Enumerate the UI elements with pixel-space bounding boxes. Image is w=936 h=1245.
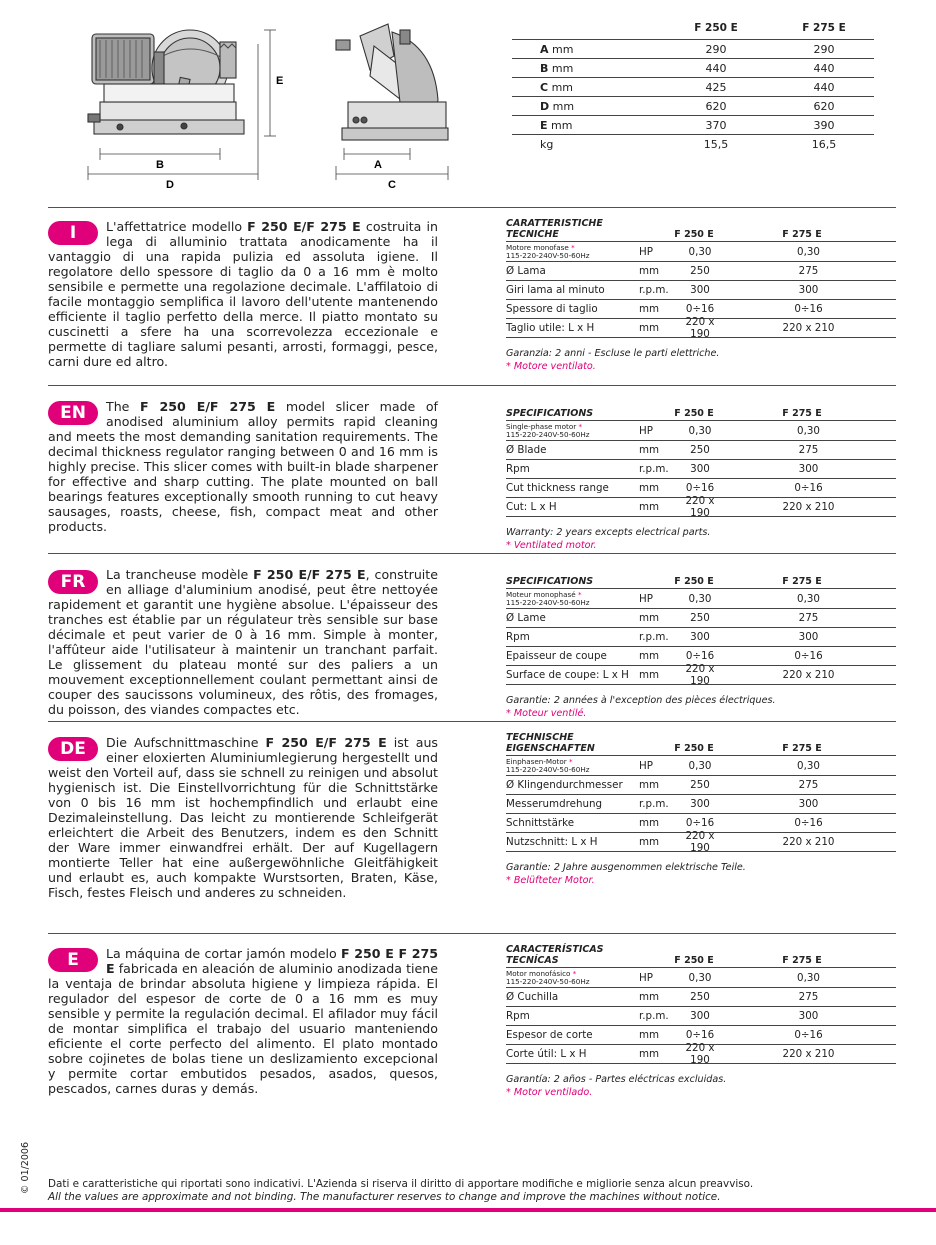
dimension-key: A: [540, 42, 549, 56]
spec-label: Nutzschnitt: L x H: [506, 836, 598, 848]
asterisk-icon: *: [571, 242, 575, 252]
side-view-drawing: [330, 16, 460, 196]
spec-label: Giri lama al minuto: [506, 284, 605, 296]
motor-label: Einphasen-Motor: [506, 756, 567, 766]
spec-unit: mm: [639, 501, 660, 513]
spec-row: [506, 609, 896, 628]
description-text-after: , construite en alliage d'aluminium anodisé, peut être nettoyée rapidement et garantit une hygiène absolue. L'épaisseur des tranches est établie par un régulateur très sensible sur base décimale et peut varier de 0 à 16 mm. Simple à monter, l'affûteur aide l'utilisateur à maintenir un tranchant parfait. Le glissement du plateau monté sur des paliers a un mouvement exceptionnellement coulant permettant ainsi de couper des saucissons volumineux, des rôtis, des fromages, du poisson, des viandes compactes etc.: [48, 567, 438, 717]
spec-value: 275: [798, 444, 819, 456]
spec-unit: mm: [639, 303, 660, 315]
motor-voltage: 115-220-240V-50-60Hz: [506, 764, 590, 774]
spec-row: [506, 776, 896, 795]
dimensions-col-f275: F 275 E: [802, 22, 846, 34]
spec-label: Ø Blade: [506, 444, 547, 456]
spec-col-f275: F 275 E: [782, 576, 822, 587]
dimensions-row: [512, 78, 874, 97]
dimension-key: D: [540, 99, 550, 113]
dimension-label-d: D: [166, 179, 174, 191]
spec-row: [506, 460, 896, 479]
dimension-value: 370: [705, 118, 727, 132]
dimension-label-e: E: [276, 75, 284, 87]
specifications-table: [506, 734, 896, 887]
spec-row: [506, 495, 896, 519]
spec-header: [506, 220, 896, 242]
spec-unit: HP: [639, 592, 653, 605]
motor-note: * Motore ventilato.: [506, 361, 596, 372]
dimension-value: 425: [705, 80, 727, 94]
spec-value: 220 x 190: [685, 1042, 715, 1066]
spec-row: [506, 663, 896, 687]
spec-col-f250: F 250 E: [674, 229, 714, 240]
footer-line-english: All the values are approximate and not binding. The manufacturer reserves to change and improve the machines without notice.: [48, 1191, 721, 1203]
dimensions-row: [512, 40, 874, 59]
spec-unit: mm: [639, 991, 660, 1003]
asterisk-icon: *: [577, 589, 582, 599]
bottom-accent-bar: [0, 1208, 936, 1212]
spec-label: Ø Lama: [506, 265, 546, 277]
dimensions-row: [512, 97, 874, 116]
spec-value: 0÷16: [794, 1029, 823, 1041]
motor-note: * Moteur ventilé.: [506, 708, 587, 719]
dimension-value: 440: [813, 61, 835, 75]
description-text-after: model slicer made of anodised aluminium alloy permits rapid cleaning and meets the most demanding sanitation requirements. The decimal thickness regulator ranging between 0 and 16 mm is highly precise. This slicer comes with built-in blade sharpener for effective and sharp cutting. The plate mounted on ball bearings features exceptionally smooth running to cut heavy sausages, roasts, cheese, fish, compact meat and other products.: [48, 399, 438, 534]
motor-note: * Ventilated motor.: [506, 540, 597, 551]
dimensions-row: [512, 116, 874, 135]
spec-unit: mm: [639, 322, 660, 334]
spec-label: Ø Cuchilla: [506, 991, 559, 1003]
spec-title-line-1: CARATTERISTICHE: [506, 218, 603, 229]
section-divider: [48, 721, 896, 722]
dimension-value: 16,5: [811, 138, 837, 151]
specifications-table: [506, 946, 896, 1099]
section-divider: [48, 207, 896, 208]
spec-col-f250: F 250 E: [674, 743, 714, 754]
dimension-label-c: C: [388, 179, 396, 191]
dimension-value: 15,5: [703, 138, 729, 151]
dimension-label-a: A: [374, 159, 382, 171]
spec-unit: HP: [639, 424, 653, 437]
spec-value: 0,30: [688, 759, 712, 772]
spec-row: [506, 441, 896, 460]
spec-col-f275: F 275 E: [782, 408, 822, 419]
spec-value: 220 x 190: [685, 495, 715, 519]
motor-voltage: 115-220-240V-50-60Hz: [506, 429, 590, 439]
dimension-value: 620: [813, 99, 835, 113]
dimensions-row: [512, 59, 874, 78]
spec-header: [506, 734, 896, 756]
motor-label: Single-phase motor: [506, 421, 577, 431]
dimension-value: 390: [813, 118, 835, 132]
spec-unit: mm: [639, 1048, 660, 1060]
spec-row-motor: [506, 756, 896, 776]
spec-col-f250: F 250 E: [674, 955, 714, 966]
spec-row: [506, 1042, 896, 1066]
spec-col-f275: F 275 E: [782, 955, 822, 966]
warranty-note: Garanzia: 2 anni - Escluse le parti elettriche.: [506, 348, 720, 359]
spec-value: 275: [798, 779, 819, 791]
spec-row: [506, 795, 896, 814]
description-text-before: L'affettatrice modello: [106, 219, 248, 234]
language-badge: FR: [48, 570, 98, 594]
spec-unit: mm: [639, 817, 660, 829]
spec-value: 300: [690, 284, 710, 296]
description-text-before: La máquina de cortar jamón modelo: [106, 946, 341, 961]
dimension-value: 440: [705, 61, 727, 75]
spec-value: 0÷16: [794, 482, 823, 494]
spec-unit: r.p.m.: [639, 631, 669, 643]
spec-note: [506, 1073, 896, 1099]
dimension-unit: mm: [552, 42, 574, 56]
warranty-note: Garantie: 2 années à l'exception des pièces électriques.: [506, 695, 776, 706]
spec-value: 0,30: [797, 592, 820, 605]
spec-title-line-2: SPECIFICATIONS: [506, 576, 594, 587]
dimension-label-b: B: [156, 159, 164, 171]
spec-unit: HP: [639, 759, 653, 772]
description-text-after: ist aus einer eloxierten Aluminiumlegierung hergestellt und weist den Vorteil auf, dass sie schnell zu reinigen und absolut hygienisch ist. Die Einstellvorrichtung für die Schnittstärke von 0 bis 16 mm ist hochempfindlich und erlaubt eine Dezimaleinstellung. Das leicht zu montierende Schleifgerät erleichtert die Arbeit des Benutzers, indem es den Schnitt der Ware immer einwandfrei erhält. Der auf Kugellagern montierte Teller hat eine außergewöhnliche Gleitfähigkeit und erlaubt es, auch kompakte Wurstsorten, Braten, Käse, Fisch, festes Fleisch und anderes zu schneiden.: [48, 735, 438, 900]
spec-value: 0÷16: [794, 817, 823, 829]
spec-value: 300: [798, 631, 819, 643]
dimension-key: E: [540, 118, 548, 132]
dimension-unit: mm: [551, 118, 573, 132]
spec-row: [506, 830, 896, 854]
dimension-unit: kg: [540, 138, 554, 151]
motor-label: Motore monofase: [506, 242, 569, 252]
motor-voltage: 115-220-240V-50-60Hz: [506, 250, 590, 260]
spec-value: 0,30: [797, 759, 820, 772]
footer-line-italian: Dati e caratteristiche qui riportati sono indicativi. L'Azienda si riserva il diritto di apportare modifiche e migliorie senza alcun preavviso.: [48, 1178, 754, 1190]
warranty-note: Garantía: 2 años - Partes eléctricas excluidas.: [506, 1074, 727, 1085]
spec-title-line-1: CARACTERÍSTICAS: [506, 944, 604, 955]
spec-header: [506, 946, 896, 968]
section-divider: [48, 553, 896, 554]
dimensions-header: [512, 22, 874, 40]
spec-label: Corte útil: L x H: [506, 1048, 587, 1060]
spec-col-f250: F 250 E: [674, 408, 714, 419]
spec-unit: r.p.m.: [639, 284, 669, 296]
spec-value: 300: [798, 798, 819, 810]
spec-label: Espesor de corte: [506, 1029, 593, 1041]
spec-value: 0÷16: [685, 303, 715, 315]
section-divider: [48, 933, 896, 934]
spec-value: 0÷16: [685, 482, 715, 494]
spec-value: 220 x 210: [782, 1048, 835, 1060]
spec-unit: r.p.m.: [639, 463, 669, 475]
warranty-note: Garantie: 2 Jahre ausgenommen elektrische Teile.: [506, 862, 746, 873]
model-name: F 250 E/F 275 E: [139, 399, 276, 414]
spec-value: 250: [690, 612, 710, 624]
spec-unit: r.p.m.: [639, 1010, 669, 1022]
spec-title-line-2: TECNÍCAS: [506, 955, 559, 966]
specifications-table: [506, 567, 896, 720]
model-name: F 250 E/F 275 E: [253, 567, 366, 582]
spec-value: 300: [798, 284, 819, 296]
spec-value: 220 x 190: [685, 316, 715, 340]
spec-title-line-2: SPECIFICATIONS: [506, 408, 594, 419]
model-name: F 250 E F 275 E: [106, 946, 438, 976]
spec-label: Epaisseur de coupe: [506, 650, 607, 662]
spec-value: 0,30: [688, 245, 712, 258]
dimension-value: 290: [813, 42, 835, 56]
spec-label: Ø Klingendurchmesser: [506, 779, 623, 791]
spec-note: [506, 861, 896, 887]
spec-note: [506, 694, 896, 720]
spec-value: 275: [798, 265, 819, 277]
spec-title-line-2: EIGENSCHAFTEN: [506, 743, 595, 754]
spec-value: 250: [690, 779, 710, 791]
spec-value: 0÷16: [685, 1029, 715, 1041]
spec-row: [506, 262, 896, 281]
spec-unit: HP: [639, 245, 653, 258]
spec-col-f275: F 275 E: [782, 229, 822, 240]
spec-title-line-1: TECHNISCHE: [506, 732, 574, 743]
spec-unit: mm: [639, 650, 660, 662]
spec-unit: mm: [639, 669, 660, 681]
spec-value: 0÷16: [685, 817, 715, 829]
asterisk-icon: *: [569, 756, 573, 766]
motor-note: * Belüfteter Motor.: [506, 875, 595, 886]
spec-title-line-2: TECNICHE: [506, 229, 559, 240]
spec-unit: r.p.m.: [639, 798, 669, 810]
spec-value: 300: [690, 798, 710, 810]
spec-value: 300: [690, 631, 710, 643]
spec-note: [506, 347, 896, 373]
dimensions-row: [512, 135, 874, 154]
spec-value: 300: [798, 463, 819, 475]
spec-label: Ø Lame: [506, 612, 546, 624]
spec-col-f250: F 250 E: [674, 576, 714, 587]
language-badge: DE: [48, 737, 98, 761]
spec-unit: mm: [639, 612, 660, 624]
dimension-key: B: [540, 61, 549, 75]
spec-label: Rpm: [506, 631, 530, 643]
spec-value: 250: [690, 991, 710, 1003]
spec-note: [506, 526, 896, 552]
spec-row: [506, 1007, 896, 1026]
spec-value: 0,30: [797, 424, 820, 437]
spec-value: 0÷16: [685, 650, 715, 662]
language-badge: E: [48, 948, 98, 972]
spec-value: 220 x 210: [782, 836, 835, 848]
spec-value: 250: [690, 444, 710, 456]
language-badge: I: [48, 221, 98, 245]
spec-unit: mm: [639, 482, 660, 494]
section-description: [48, 567, 438, 717]
model-name: F 250 E/F 275 E: [247, 219, 361, 234]
section-description: [48, 399, 438, 534]
dimension-value: 290: [705, 42, 727, 56]
spec-header: [506, 567, 896, 589]
spec-value: 220 x 210: [782, 669, 835, 681]
spec-row: [506, 316, 896, 340]
spec-row-motor: [506, 242, 896, 262]
warranty-note: Warranty: 2 years excepts electrical parts.: [506, 527, 711, 538]
description-text-after: costruita in lega di alluminio trattata anodicamente ha il vantaggio di una rapida pulizia ed assoluta igiene. Il regolatore dello spessore di taglio da 0 a 16 mm è molto sensibile e permette una regolazione decimale. L'affilatoio di facile montaggio semplifica il lavoro dell'utente mantenendo efficiente il taglio perfetto della merce. Il piatto montato su cuscinetti a sfere ha una scorrevolezza eccezionale e permette di tagliare salumi pesanti, arrosti, formaggi, pesce, carni dure ed altro.: [48, 219, 438, 369]
spec-value: 0,30: [688, 971, 712, 984]
footer-disclaimer: [48, 1178, 753, 1204]
motor-note: * Motor ventilado.: [506, 1087, 593, 1098]
motor-voltage: 115-220-240V-50-60Hz: [506, 976, 590, 986]
dimensions-col-f250: F 250 E: [694, 22, 738, 34]
spec-label: Cut thickness range: [506, 482, 609, 494]
asterisk-icon: *: [578, 421, 583, 431]
spec-unit: mm: [639, 836, 660, 848]
model-name: F 250 E/F 275 E: [265, 735, 387, 750]
spec-value: 0,30: [797, 245, 820, 258]
spec-row-motor: [506, 589, 896, 609]
dimension-unit: mm: [552, 99, 575, 113]
spec-label: Rpm: [506, 1010, 530, 1022]
section-description: [48, 735, 438, 900]
dimension-key: C: [540, 80, 549, 94]
spec-label: Messerumdrehung: [506, 798, 603, 810]
asterisk-icon: *: [572, 968, 577, 978]
spec-value: 0,30: [688, 424, 712, 437]
dimensions-table: [512, 22, 874, 154]
spec-unit: HP: [639, 971, 653, 984]
spec-value: 0÷16: [794, 650, 823, 662]
spec-row-motor: [506, 968, 896, 988]
copyright: © 01/2006: [20, 1142, 31, 1194]
specifications-table: [506, 399, 896, 552]
description-text-before: The: [106, 399, 140, 414]
motor-voltage: 115-220-240V-50-60Hz: [506, 597, 590, 607]
spec-value: 0,30: [688, 592, 712, 605]
spec-label: Schnittstärke: [506, 817, 575, 829]
language-badge: EN: [48, 401, 98, 425]
section-description: [48, 946, 438, 1096]
spec-col-f275: F 275 E: [782, 743, 822, 754]
spec-value: 0÷16: [794, 303, 823, 315]
spec-unit: mm: [639, 444, 660, 456]
spec-header: [506, 399, 896, 421]
spec-unit: mm: [639, 779, 660, 791]
motor-label: Moteur monophasé: [506, 589, 576, 599]
spec-label: Rpm: [506, 463, 530, 475]
spec-row: [506, 628, 896, 647]
spec-label: Surface de coupe: L x H: [506, 669, 629, 681]
spec-value: 220 x 210: [782, 322, 835, 334]
spec-value: 220 x 190: [685, 830, 715, 854]
spec-value: 0,30: [797, 971, 820, 984]
spec-label: Spessore di taglio: [506, 303, 598, 315]
dimension-unit: mm: [551, 80, 574, 94]
spec-value: 275: [798, 991, 819, 1003]
description-text-after: fabricada en aleación de aluminio anodizada tiene la ventaja de brindar absoluta higiene y limpieza rápida. El regulador del espesor de corte de 0 a 16 mm es muy sensible y permite la regulación decimal. El afilador muy fácil de montar simplifica el trabajo del usuario manteniendo eficiente el corte perfecto del alimento. El plato montado sobre cojinetes de bolas tiene un deslizamiento excepcional y permite cortar embutidos pesados, asados, quesos, pescados, carnes duras y demás.: [48, 961, 438, 1096]
spec-label: Taglio utile: L x H: [506, 322, 595, 334]
front-view-drawing: [80, 16, 290, 196]
spec-unit: mm: [639, 1029, 660, 1041]
dimension-value: 620: [705, 99, 727, 113]
dimension-unit: mm: [551, 61, 574, 75]
spec-unit: mm: [639, 265, 660, 277]
spec-value: 250: [690, 265, 710, 277]
spec-value: 300: [690, 463, 710, 475]
spec-row: [506, 281, 896, 300]
spec-value: 300: [690, 1010, 710, 1022]
specifications-table: [506, 220, 896, 373]
description-text-before: Die Aufschnittmaschine: [106, 735, 266, 750]
spec-value: 275: [798, 612, 819, 624]
spec-value: 220 x 190: [685, 663, 715, 687]
spec-value: 220 x 210: [782, 501, 835, 513]
section-description: [48, 219, 438, 369]
dimension-value: 440: [813, 80, 835, 94]
motor-label: Motor monofásico: [506, 968, 571, 978]
spec-row-motor: [506, 421, 896, 441]
spec-value: 300: [798, 1010, 819, 1022]
spec-label: Cut: L x H: [506, 501, 557, 513]
spec-row: [506, 988, 896, 1007]
section-divider: [48, 385, 896, 386]
description-text-before: La trancheuse modèle: [106, 567, 254, 582]
